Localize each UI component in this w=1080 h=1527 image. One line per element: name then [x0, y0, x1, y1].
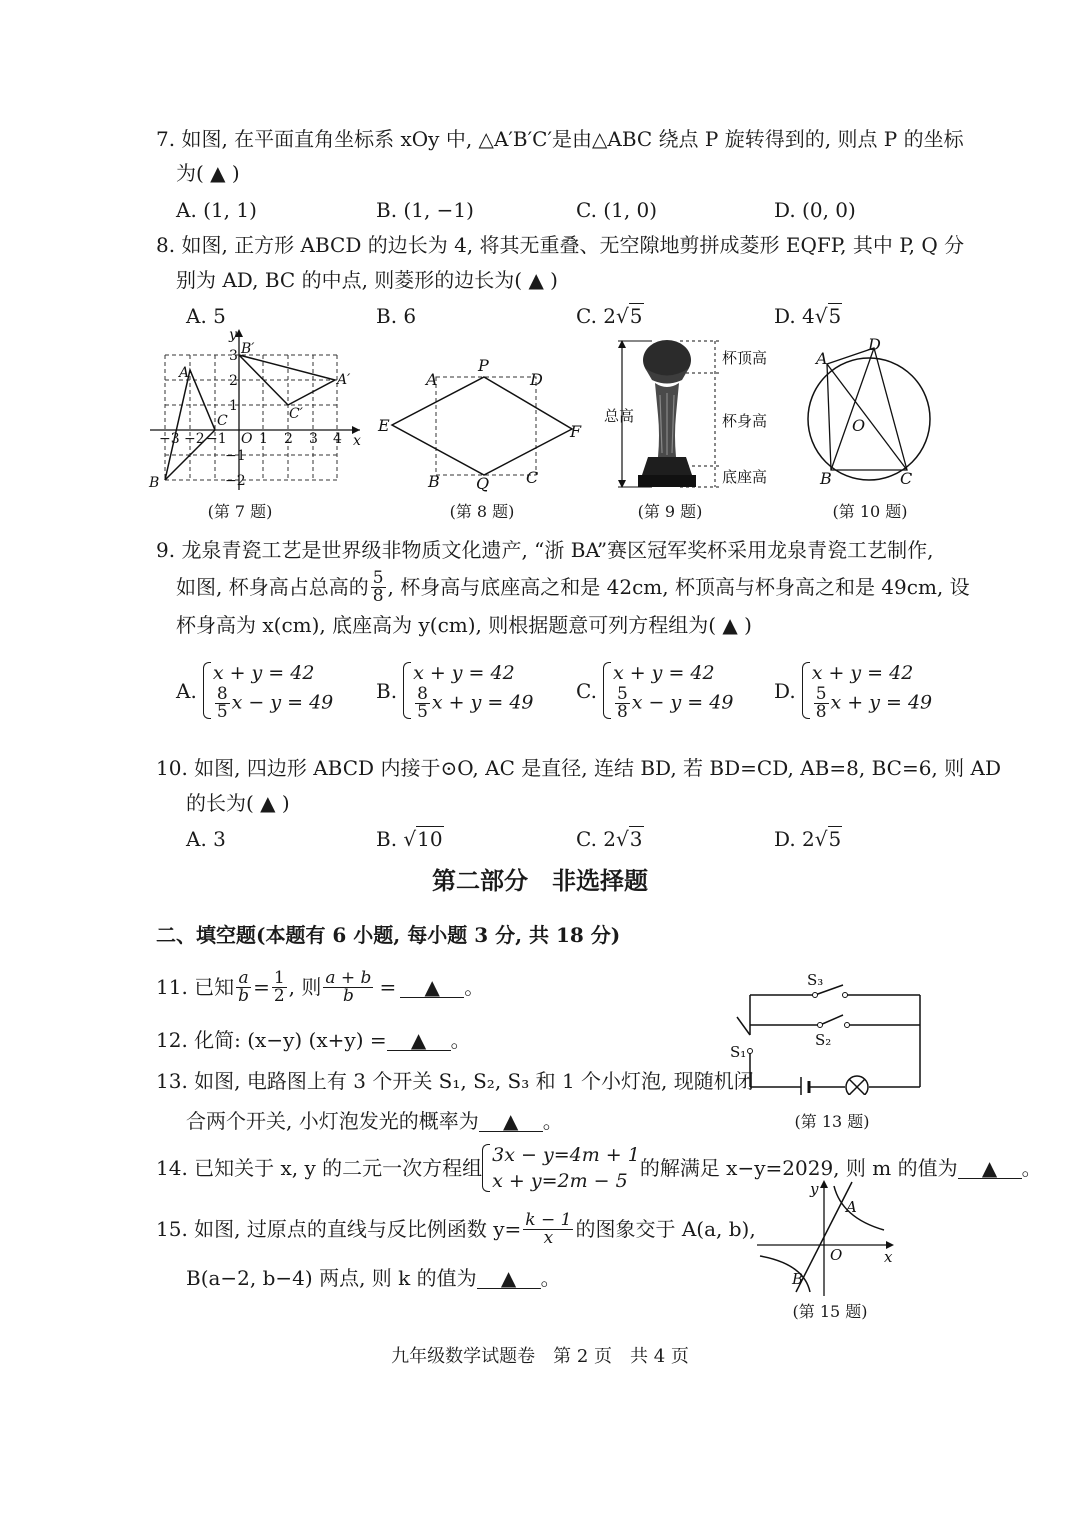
- svg-text:A′: A′: [337, 372, 351, 388]
- svg-text:C: C: [217, 413, 228, 429]
- fig13-circuit: [725, 965, 935, 1095]
- svg-text:B: B: [149, 475, 160, 491]
- q15-answer-blank[interactable]: ▲: [477, 1268, 541, 1289]
- svg-text:O: O: [830, 1246, 843, 1264]
- q12: 12. 化简: (x−y) (x+y) = ▲ 。: [156, 1028, 471, 1052]
- q7-option-a: A. (1, 1): [176, 198, 257, 222]
- q12-answer-blank[interactable]: ▲: [387, 1030, 451, 1051]
- svg-text:−3: −3: [159, 431, 180, 447]
- svg-text:−1: −1: [206, 431, 227, 447]
- q7-option-c: C. (1, 0): [576, 198, 658, 222]
- fig8-rhombus: [372, 355, 592, 495]
- svg-text:C: C: [900, 469, 913, 488]
- q7-option-d: D. (0, 0): [774, 198, 856, 222]
- fig13-caption: (第 13 题): [794, 1112, 870, 1131]
- svg-text:2: 2: [229, 373, 238, 389]
- svg-text:D: D: [868, 335, 881, 354]
- q9-option-b: B. x + y = 42 $\frac{8}{5}$ x + y = 49: [376, 662, 534, 722]
- svg-text:1: 1: [229, 398, 238, 414]
- svg-text:y: y: [810, 1180, 819, 1198]
- svg-text:D: D: [530, 370, 543, 389]
- q8-option-c: C. 2√5: [576, 304, 643, 328]
- q7-line2: 为( ▲ ): [176, 161, 240, 185]
- fig7-coordinate-grid: [145, 325, 375, 495]
- q10-option-d: D. 2√5: [774, 827, 842, 851]
- q11: 11. 已知 $\frac{a}{b}$ = $\frac{1}{2}$ , 则 $\frac{a + b}{b}$ = ▲ 。: [156, 967, 485, 1006]
- q9-option-d: D. x + y = 42 $\frac{5}{8}$ x + y = 49: [774, 662, 933, 722]
- q7-option-b: B. (1, −1): [376, 198, 474, 222]
- q13-line2: 合两个开关, 小灯泡发光的概率为 ▲ 。: [186, 1109, 563, 1133]
- fig9-label-top: 杯顶高: [722, 349, 768, 367]
- q13-line1: 13. 如图, 电路图上有 3 个开关 S₁, S₂, S₃ 和 1 个小灯泡, 现随机闭: [156, 1069, 754, 1093]
- fig9-label-body: 杯身高: [722, 412, 768, 430]
- q15-line1: 15. 如图, 过原点的直线与反比例函数 y= $\frac{k - 1}{x}$ 的图象交于 A(a, b),: [156, 1209, 756, 1248]
- q14: 14. 已知关于 x, y 的二元一次方程组 3x − y=4m + 1 x + y=2m − 5 的解满足 x−y=2029, 则 m 的值为 ▲ 。: [156, 1144, 1042, 1192]
- svg-text:4: 4: [333, 431, 342, 447]
- fig13-label-s2: S₂: [815, 1031, 832, 1049]
- fig8-caption: (第 8 题): [449, 502, 515, 521]
- svg-text:E: E: [378, 416, 390, 435]
- section2-heading: 二、填空题(本题有 6 小题, 每小题 3 分, 共 18 分): [156, 923, 621, 947]
- svg-text:F: F: [570, 422, 582, 441]
- svg-text:y: y: [229, 327, 237, 343]
- svg-text:A: A: [846, 1198, 857, 1216]
- q10-line2: 的长为( ▲ ): [186, 791, 290, 815]
- q10-line1: 10. 如图, 四边形 ABCD 内接于⊙O, AC 是直径, 连结 BD, 若 BD=CD, AB=8, BC=6, 则 AD: [156, 756, 1001, 780]
- svg-text:C: C: [526, 468, 539, 487]
- fig9-label-base: 底座高: [722, 468, 768, 486]
- q9-line1: 9. 龙泉青瓷工艺是世界级非物质文化遗产, “浙 BA”赛区冠军奖杯采用龙泉青瓷工艺制作,: [156, 538, 934, 562]
- q8-line2: 别为 AD, BC 的中点, 则菱形的边长为( ▲ ): [176, 268, 558, 292]
- q11-answer-blank[interactable]: ▲: [400, 977, 464, 998]
- svg-text:x: x: [884, 1248, 893, 1266]
- svg-text:O: O: [241, 431, 253, 447]
- svg-text:O: O: [852, 416, 866, 435]
- q15-line2: B(a−2, b−4) 两点, 则 k 的值为 ▲ 。: [186, 1266, 561, 1290]
- svg-text:x: x: [353, 433, 361, 449]
- q8-option-a: A. 5: [186, 304, 226, 328]
- q10-option-b: B. √10: [376, 827, 443, 851]
- fig7-caption: (第 7 题): [207, 502, 273, 521]
- svg-text:3: 3: [229, 348, 238, 364]
- svg-text:P: P: [478, 356, 489, 375]
- svg-text:B′: B′: [241, 341, 255, 357]
- fig15-caption: (第 15 题): [792, 1302, 868, 1321]
- svg-text:−2: −2: [225, 473, 246, 489]
- q8-option-d: D. 4√5: [774, 304, 842, 328]
- svg-text:A: A: [426, 370, 438, 389]
- svg-text:1: 1: [259, 431, 268, 447]
- svg-text:−2: −2: [184, 431, 205, 447]
- q9-option-a: A. x + y = 42 $\frac{8}{5}$ x − y = 49: [176, 662, 334, 722]
- q10-option-a: A. 3: [186, 827, 226, 851]
- svg-text:B: B: [428, 472, 440, 491]
- q9-option-c: C. x + y = 42 $\frac{5}{8}$ x − y = 49: [576, 662, 734, 722]
- svg-text:−1: −1: [225, 448, 246, 464]
- svg-text:B: B: [792, 1270, 804, 1288]
- fig9-trophy: [600, 335, 800, 495]
- svg-text:3: 3: [309, 431, 318, 447]
- q8-option-b: B. 6: [376, 304, 417, 328]
- fig9-caption: (第 9 题): [637, 502, 703, 521]
- part2-heading: 第二部分 非选择题: [432, 867, 648, 895]
- fig10-caption: (第 10 题): [832, 502, 908, 521]
- q9-line3: 杯身高为 x(cm), 底座高为 y(cm), 则根据题意可列方程组为( ▲ ): [176, 613, 752, 637]
- fig13-label-s1: S₁: [730, 1043, 747, 1061]
- q14-answer-blank[interactable]: ▲: [958, 1158, 1022, 1179]
- q7-line1: 7. 如图, 在平面直角坐标系 xOy 中, △A′B′C′是由△ABC 绕点 P 旋转得到的, 则点 P 的坐标: [156, 127, 964, 151]
- svg-text:A: A: [179, 365, 190, 381]
- fig13-label-s3: S₃: [807, 971, 824, 989]
- svg-text:B: B: [820, 469, 832, 488]
- fig10-circle: [802, 330, 942, 490]
- fig9-label-total: 总高: [604, 407, 635, 425]
- svg-text:2: 2: [284, 431, 293, 447]
- q13-answer-blank[interactable]: ▲: [479, 1111, 543, 1132]
- svg-text:C′: C′: [289, 406, 303, 422]
- q9-line2: 如图, 杯身高占总高的 $\frac{5}{8}$ , 杯身高与底座高之和是 42cm, 杯顶高与杯身高之和是 49cm, 设: [176, 567, 970, 606]
- page-footer: 九年级数学试题卷 第 2 页 共 4 页: [391, 1346, 689, 1367]
- q8-line1: 8. 如图, 正方形 ABCD 的边长为 4, 将其无重叠、无空隙地剪拼成菱形 EQFP, 其中 P, Q 分: [156, 233, 965, 257]
- q10-option-c: C. 2√3: [576, 827, 643, 851]
- svg-text:Q: Q: [476, 474, 490, 493]
- fig15-inverse-function: [752, 1178, 902, 1298]
- svg-text:A: A: [816, 349, 828, 368]
